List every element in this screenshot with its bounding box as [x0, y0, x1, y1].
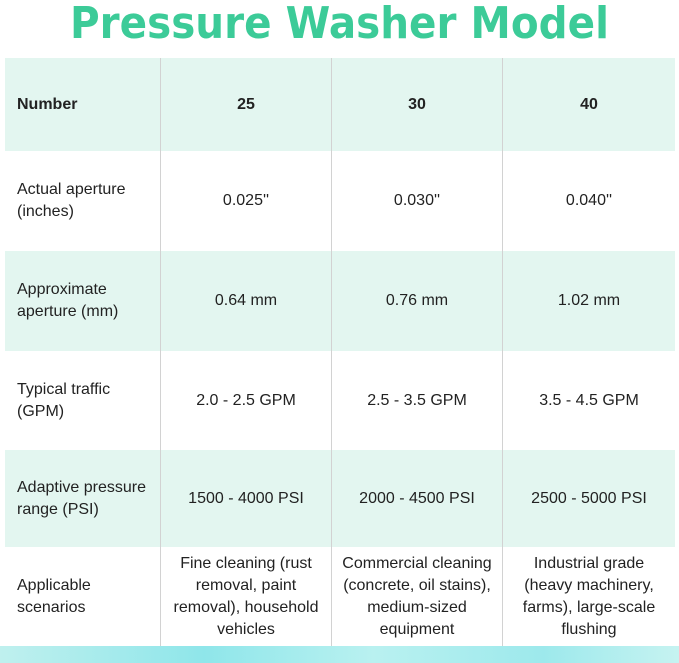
table-cell: 0.64 mm: [160, 251, 331, 351]
row-label: Applicable scenarios: [17, 576, 91, 616]
row-label: Typical traffic (GPM): [17, 380, 111, 420]
table-cell: 30: [331, 58, 502, 151]
table-row-approximate-aperture: [5, 251, 675, 351]
spec-table: [5, 58, 675, 646]
table-cell: 1.02 mm: [502, 251, 675, 351]
row-label: Adaptive pressure range (PSI): [17, 478, 146, 518]
table-cell: 1500 - 4000 PSI: [160, 450, 331, 547]
table-row-typical-traffic: [5, 351, 675, 450]
table-cell: 40: [502, 58, 675, 151]
table-cell: 2.5 - 3.5 GPM: [331, 351, 502, 450]
table-cell: 25: [160, 58, 331, 151]
table-cell: 0.025'': [160, 151, 331, 251]
table-row-actual-aperture: [5, 151, 675, 251]
table-cell: Commercial cleaning (concrete, oil stains), medium-sized equipment: [331, 547, 502, 646]
table-row-applicable-scenarios: [5, 547, 675, 646]
table-row-pressure-range: [5, 450, 675, 547]
table-cell: 3.5 - 4.5 GPM: [502, 351, 675, 450]
table-row-number: [5, 58, 675, 151]
table-cell: 0.030'': [331, 151, 502, 251]
page-title: Pressure Washer Model: [70, 0, 609, 49]
table-cell: Industrial grade (heavy machinery, farms), large-scale flushing: [502, 547, 675, 646]
row-label: Approximate aperture (mm): [17, 281, 119, 320]
table-cell: 0.76 mm: [331, 251, 502, 351]
table-cell: 2500 - 5000 PSI: [502, 450, 675, 547]
row-label: Number: [17, 95, 78, 113]
table-cell: 2.0 - 2.5 GPM: [160, 351, 331, 450]
bottom-decorative-band: [0, 646, 679, 663]
table-cell: 0.040'': [502, 151, 675, 251]
table-cell: Fine cleaning (rust removal, paint removal), household vehicles: [160, 547, 331, 646]
table-cell: 2000 - 4500 PSI: [331, 450, 502, 547]
row-label: Actual aperture (inches): [17, 181, 126, 220]
